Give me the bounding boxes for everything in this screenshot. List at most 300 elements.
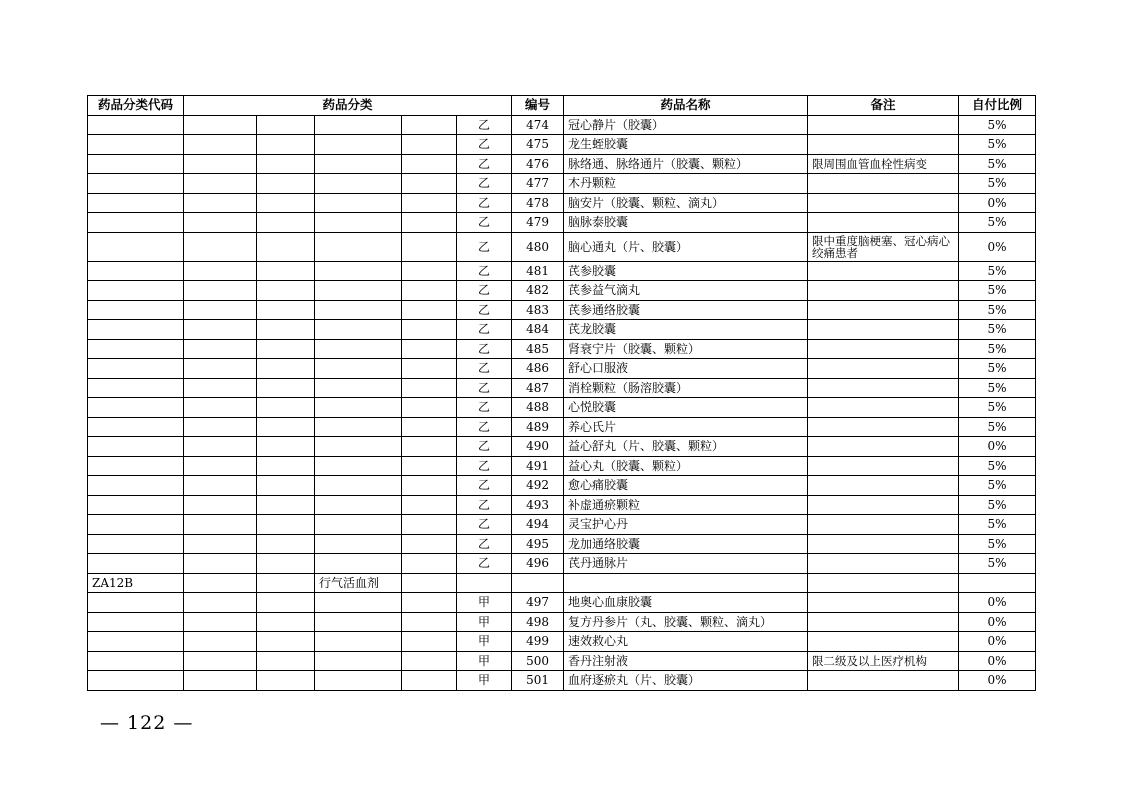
cell-category-level-3 xyxy=(315,300,402,320)
cell-grade: 乙 xyxy=(457,135,512,155)
cell-category-level-1 xyxy=(184,573,257,593)
cell-category-level-4 xyxy=(402,632,457,652)
cell-category-level-2 xyxy=(257,174,315,194)
cell-grade: 甲 xyxy=(457,593,512,613)
cell-category-level-1 xyxy=(184,300,257,320)
cell-note xyxy=(808,320,959,340)
cell-note xyxy=(808,300,959,320)
cell-self-pay-rate: 5% xyxy=(959,154,1036,174)
table-row xyxy=(88,476,1036,496)
cell-category-level-1 xyxy=(184,193,257,213)
cell-grade: 乙 xyxy=(457,232,512,261)
cell-number: 490 xyxy=(512,437,564,457)
cell-drug-name: 地奥心血康胶囊 xyxy=(564,593,808,613)
drug-catalog-table xyxy=(87,95,1036,691)
cell-drug-name: 芪参通络胶囊 xyxy=(564,300,808,320)
cell-category-level-1 xyxy=(184,476,257,496)
cell-grade: 乙 xyxy=(457,554,512,574)
cell-category-level-3 xyxy=(315,281,402,301)
cell-category-level-1 xyxy=(184,417,257,437)
cell-grade: 乙 xyxy=(457,339,512,359)
cell-self-pay-rate: 5% xyxy=(959,281,1036,301)
cell-note xyxy=(808,437,959,457)
cell-number: 485 xyxy=(512,339,564,359)
cell-self-pay-rate: 0% xyxy=(959,232,1036,261)
cell-category-level-2 xyxy=(257,320,315,340)
cell-category-level-2 xyxy=(257,378,315,398)
cell-category-level-2 xyxy=(257,632,315,652)
cell-category-code xyxy=(88,495,184,515)
page-number: — 122 — xyxy=(100,712,194,734)
cell-note xyxy=(808,213,959,233)
cell-category-code xyxy=(88,378,184,398)
cell-self-pay-rate: 0% xyxy=(959,593,1036,613)
cell-category-level-4 xyxy=(402,573,457,593)
cell-category-level-3: 行气活血剂 xyxy=(315,573,402,593)
cell-category-level-3 xyxy=(315,534,402,554)
cell-category-code xyxy=(88,281,184,301)
cell-category-level-1 xyxy=(184,213,257,233)
cell-self-pay-rate: 5% xyxy=(959,320,1036,340)
table-row xyxy=(88,154,1036,174)
header-rate: 自付比例 xyxy=(959,96,1036,116)
cell-category-level-2 xyxy=(257,671,315,691)
cell-category-level-1 xyxy=(184,320,257,340)
cell-grade xyxy=(457,573,512,593)
cell-number: 500 xyxy=(512,651,564,671)
cell-self-pay-rate: 5% xyxy=(959,495,1036,515)
cell-category-code xyxy=(88,398,184,418)
cell-category-code xyxy=(88,534,184,554)
cell-category-level-2 xyxy=(257,339,315,359)
cell-category-level-3 xyxy=(315,456,402,476)
cell-grade: 乙 xyxy=(457,417,512,437)
cell-category-level-2 xyxy=(257,573,315,593)
cell-category-code xyxy=(88,193,184,213)
cell-note xyxy=(808,115,959,135)
table-row xyxy=(88,261,1036,281)
table-row xyxy=(88,573,1036,593)
cell-grade: 乙 xyxy=(457,115,512,135)
cell-category-level-3 xyxy=(315,651,402,671)
cell-drug-name xyxy=(564,573,808,593)
cell-drug-name: 舒心口服液 xyxy=(564,359,808,379)
cell-note xyxy=(808,671,959,691)
cell-note xyxy=(808,261,959,281)
table-row xyxy=(88,174,1036,194)
cell-drug-name: 脉络通、脉络通片（胶囊、颗粒） xyxy=(564,154,808,174)
cell-category-level-2 xyxy=(257,476,315,496)
cell-note xyxy=(808,359,959,379)
cell-category-level-4 xyxy=(402,398,457,418)
cell-category-level-4 xyxy=(402,339,457,359)
cell-number: 476 xyxy=(512,154,564,174)
cell-note xyxy=(808,135,959,155)
cell-note xyxy=(808,417,959,437)
cell-self-pay-rate: 5% xyxy=(959,261,1036,281)
cell-category-level-1 xyxy=(184,281,257,301)
cell-category-level-2 xyxy=(257,300,315,320)
cell-number: 474 xyxy=(512,115,564,135)
cell-note xyxy=(808,573,959,593)
cell-grade: 乙 xyxy=(457,495,512,515)
table-row xyxy=(88,281,1036,301)
table-row xyxy=(88,437,1036,457)
cell-note xyxy=(808,612,959,632)
table-row xyxy=(88,612,1036,632)
cell-category-level-2 xyxy=(257,135,315,155)
cell-category-level-4 xyxy=(402,378,457,398)
cell-category-code xyxy=(88,632,184,652)
cell-category-level-3 xyxy=(315,554,402,574)
cell-category-code xyxy=(88,612,184,632)
cell-category-code xyxy=(88,232,184,261)
cell-category-code xyxy=(88,651,184,671)
cell-category-code xyxy=(88,476,184,496)
cell-self-pay-rate: 5% xyxy=(959,300,1036,320)
cell-category-level-2 xyxy=(257,417,315,437)
cell-category-level-2 xyxy=(257,359,315,379)
cell-self-pay-rate: 5% xyxy=(959,378,1036,398)
cell-self-pay-rate: 5% xyxy=(959,456,1036,476)
cell-number: 487 xyxy=(512,378,564,398)
cell-number: 496 xyxy=(512,554,564,574)
cell-category-level-4 xyxy=(402,300,457,320)
cell-category-level-4 xyxy=(402,476,457,496)
cell-drug-name: 灵宝护心丹 xyxy=(564,515,808,535)
table-row xyxy=(88,398,1036,418)
cell-category-level-2 xyxy=(257,534,315,554)
cell-category-level-2 xyxy=(257,213,315,233)
cell-category-level-4 xyxy=(402,213,457,233)
cell-note: 限周围血管血栓性病变 xyxy=(808,154,959,174)
cell-number: 489 xyxy=(512,417,564,437)
cell-note xyxy=(808,339,959,359)
cell-grade: 乙 xyxy=(457,320,512,340)
cell-category-code xyxy=(88,339,184,359)
cell-category-code xyxy=(88,593,184,613)
cell-drug-name: 龙生蛭胶囊 xyxy=(564,135,808,155)
cell-drug-name: 芪参益气滴丸 xyxy=(564,281,808,301)
cell-grade: 甲 xyxy=(457,632,512,652)
cell-category-level-4 xyxy=(402,554,457,574)
cell-category-level-4 xyxy=(402,261,457,281)
cell-category-level-3 xyxy=(315,632,402,652)
cell-category-level-4 xyxy=(402,281,457,301)
cell-self-pay-rate: 5% xyxy=(959,398,1036,418)
cell-note xyxy=(808,534,959,554)
cell-number: 491 xyxy=(512,456,564,476)
header-note: 备注 xyxy=(808,96,959,116)
cell-category-level-2 xyxy=(257,154,315,174)
cell-category-level-4 xyxy=(402,320,457,340)
cell-drug-name: 脑心通丸（片、胶囊） xyxy=(564,232,808,261)
cell-drug-name: 脑安片（胶囊、颗粒、滴丸） xyxy=(564,193,808,213)
header-name: 药品名称 xyxy=(564,96,808,116)
cell-self-pay-rate: 5% xyxy=(959,339,1036,359)
cell-category-code xyxy=(88,261,184,281)
cell-category-level-3 xyxy=(315,495,402,515)
cell-drug-name: 心悦胶囊 xyxy=(564,398,808,418)
cell-category-level-1 xyxy=(184,339,257,359)
cell-category-level-1 xyxy=(184,515,257,535)
cell-category-level-4 xyxy=(402,515,457,535)
cell-category-level-1 xyxy=(184,359,257,379)
cell-category-level-3 xyxy=(315,174,402,194)
cell-category-level-4 xyxy=(402,651,457,671)
cell-grade: 乙 xyxy=(457,193,512,213)
table-row xyxy=(88,593,1036,613)
cell-category-code xyxy=(88,359,184,379)
cell-note xyxy=(808,554,959,574)
cell-self-pay-rate: 5% xyxy=(959,135,1036,155)
cell-note xyxy=(808,398,959,418)
cell-category-level-4 xyxy=(402,359,457,379)
cell-self-pay-rate xyxy=(959,573,1036,593)
cell-grade: 乙 xyxy=(457,300,512,320)
cell-drug-name: 芪龙胶囊 xyxy=(564,320,808,340)
cell-category-level-1 xyxy=(184,261,257,281)
cell-grade: 乙 xyxy=(457,476,512,496)
cell-category-level-4 xyxy=(402,593,457,613)
cell-category-level-2 xyxy=(257,261,315,281)
cell-grade: 甲 xyxy=(457,671,512,691)
cell-category-level-4 xyxy=(402,612,457,632)
cell-category-level-3 xyxy=(315,115,402,135)
cell-self-pay-rate: 5% xyxy=(959,115,1036,135)
cell-drug-name: 消栓颗粒（肠溶胶囊） xyxy=(564,378,808,398)
cell-category-level-4 xyxy=(402,495,457,515)
cell-category-level-4 xyxy=(402,135,457,155)
cell-number: 492 xyxy=(512,476,564,496)
cell-self-pay-rate: 5% xyxy=(959,213,1036,233)
table-row xyxy=(88,232,1036,261)
cell-number: 499 xyxy=(512,632,564,652)
cell-category-level-1 xyxy=(184,232,257,261)
table-row xyxy=(88,417,1036,437)
cell-number: 486 xyxy=(512,359,564,379)
cell-category-level-3 xyxy=(315,417,402,437)
cell-number: 477 xyxy=(512,174,564,194)
table-row xyxy=(88,534,1036,554)
cell-category-level-2 xyxy=(257,554,315,574)
cell-category-level-2 xyxy=(257,281,315,301)
cell-category-level-3 xyxy=(315,154,402,174)
cell-category-level-1 xyxy=(184,612,257,632)
cell-number: 494 xyxy=(512,515,564,535)
cell-category-code xyxy=(88,554,184,574)
cell-category-level-2 xyxy=(257,437,315,457)
cell-grade: 乙 xyxy=(457,378,512,398)
cell-grade: 乙 xyxy=(457,359,512,379)
cell-category-code xyxy=(88,320,184,340)
cell-category-level-1 xyxy=(184,495,257,515)
table-row xyxy=(88,515,1036,535)
cell-category-level-1 xyxy=(184,135,257,155)
cell-category-level-2 xyxy=(257,593,315,613)
cell-grade: 乙 xyxy=(457,174,512,194)
table-row xyxy=(88,320,1036,340)
cell-category-code xyxy=(88,115,184,135)
cell-grade: 乙 xyxy=(457,437,512,457)
cell-note: 限二级及以上医疗机构 xyxy=(808,651,959,671)
table-row xyxy=(88,671,1036,691)
cell-drug-name: 速效救心丸 xyxy=(564,632,808,652)
cell-number xyxy=(512,573,564,593)
cell-self-pay-rate: 5% xyxy=(959,174,1036,194)
cell-category-code xyxy=(88,437,184,457)
cell-grade: 乙 xyxy=(457,534,512,554)
cell-category-level-1 xyxy=(184,534,257,554)
cell-grade: 乙 xyxy=(457,213,512,233)
cell-drug-name: 龙加通络胶囊 xyxy=(564,534,808,554)
cell-note xyxy=(808,593,959,613)
cell-category-level-2 xyxy=(257,456,315,476)
cell-category-level-3 xyxy=(315,593,402,613)
cell-number: 475 xyxy=(512,135,564,155)
cell-number: 497 xyxy=(512,593,564,613)
cell-grade: 乙 xyxy=(457,154,512,174)
cell-grade: 乙 xyxy=(457,261,512,281)
table-row xyxy=(88,300,1036,320)
cell-category-level-1 xyxy=(184,398,257,418)
cell-category-level-3 xyxy=(315,232,402,261)
cell-grade: 甲 xyxy=(457,651,512,671)
cell-category-level-1 xyxy=(184,593,257,613)
cell-category-level-2 xyxy=(257,495,315,515)
cell-category-code xyxy=(88,213,184,233)
cell-drug-name: 愈心痛胶囊 xyxy=(564,476,808,496)
cell-number: 481 xyxy=(512,261,564,281)
cell-category-code xyxy=(88,671,184,691)
cell-number: 495 xyxy=(512,534,564,554)
table-body xyxy=(88,115,1036,690)
cell-drug-name: 养心氏片 xyxy=(564,417,808,437)
cell-category-level-2 xyxy=(257,398,315,418)
cell-category-level-3 xyxy=(315,213,402,233)
cell-grade: 甲 xyxy=(457,612,512,632)
cell-number: 493 xyxy=(512,495,564,515)
cell-category-level-1 xyxy=(184,154,257,174)
table-row xyxy=(88,495,1036,515)
table-row xyxy=(88,651,1036,671)
cell-category-level-1 xyxy=(184,456,257,476)
cell-category-level-3 xyxy=(315,398,402,418)
table-row xyxy=(88,554,1036,574)
cell-category-level-1 xyxy=(184,378,257,398)
cell-category-level-2 xyxy=(257,612,315,632)
cell-note: 限中重度脑梗塞、冠心病心绞痛患者 xyxy=(808,232,959,261)
cell-number: 480 xyxy=(512,232,564,261)
header-row xyxy=(88,96,1036,116)
cell-self-pay-rate: 0% xyxy=(959,671,1036,691)
cell-self-pay-rate: 5% xyxy=(959,476,1036,496)
cell-category-level-4 xyxy=(402,437,457,457)
cell-drug-name: 补虚通瘀颗粒 xyxy=(564,495,808,515)
cell-category-code xyxy=(88,417,184,437)
cell-category-level-2 xyxy=(257,115,315,135)
cell-category-level-4 xyxy=(402,115,457,135)
cell-note xyxy=(808,456,959,476)
cell-category-level-3 xyxy=(315,359,402,379)
cell-category-level-1 xyxy=(184,437,257,457)
header-number: 编号 xyxy=(512,96,564,116)
cell-drug-name: 冠心静片（胶囊） xyxy=(564,115,808,135)
table-row xyxy=(88,378,1036,398)
cell-category-level-3 xyxy=(315,612,402,632)
cell-grade: 乙 xyxy=(457,281,512,301)
cell-category-level-3 xyxy=(315,320,402,340)
cell-note xyxy=(808,632,959,652)
cell-category-level-3 xyxy=(315,515,402,535)
cell-drug-name: 血府逐瘀丸（片、胶囊） xyxy=(564,671,808,691)
cell-drug-name: 益心舒丸（片、胶囊、颗粒） xyxy=(564,437,808,457)
cell-self-pay-rate: 0% xyxy=(959,612,1036,632)
cell-category-level-2 xyxy=(257,651,315,671)
cell-grade: 乙 xyxy=(457,515,512,535)
table-row xyxy=(88,339,1036,359)
cell-self-pay-rate: 5% xyxy=(959,554,1036,574)
table-row xyxy=(88,213,1036,233)
table-row xyxy=(88,456,1036,476)
cell-self-pay-rate: 5% xyxy=(959,359,1036,379)
cell-category-level-3 xyxy=(315,437,402,457)
cell-note xyxy=(808,174,959,194)
cell-note xyxy=(808,193,959,213)
cell-note xyxy=(808,378,959,398)
cell-category-level-4 xyxy=(402,174,457,194)
cell-note xyxy=(808,515,959,535)
cell-drug-name: 肾衰宁片（胶囊、颗粒） xyxy=(564,339,808,359)
cell-category-code xyxy=(88,154,184,174)
cell-self-pay-rate: 0% xyxy=(959,651,1036,671)
cell-number: 478 xyxy=(512,193,564,213)
cell-grade: 乙 xyxy=(457,398,512,418)
cell-category-level-2 xyxy=(257,193,315,213)
cell-category-level-1 xyxy=(184,554,257,574)
cell-category-level-4 xyxy=(402,671,457,691)
cell-category-code xyxy=(88,515,184,535)
table-row xyxy=(88,135,1036,155)
cell-category-code xyxy=(88,174,184,194)
cell-grade: 乙 xyxy=(457,456,512,476)
cell-category-code xyxy=(88,135,184,155)
cell-number: 479 xyxy=(512,213,564,233)
cell-category-level-3 xyxy=(315,378,402,398)
table-row xyxy=(88,115,1036,135)
cell-category-level-4 xyxy=(402,154,457,174)
cell-category-level-3 xyxy=(315,339,402,359)
cell-number: 501 xyxy=(512,671,564,691)
cell-number: 484 xyxy=(512,320,564,340)
header-code: 药品分类代码 xyxy=(88,96,184,116)
cell-category-level-2 xyxy=(257,515,315,535)
cell-category-level-1 xyxy=(184,115,257,135)
cell-category-level-2 xyxy=(257,232,315,261)
cell-category-level-3 xyxy=(315,135,402,155)
header-category: 药品分类 xyxy=(184,96,512,116)
cell-self-pay-rate: 0% xyxy=(959,193,1036,213)
cell-number: 483 xyxy=(512,300,564,320)
cell-category-level-4 xyxy=(402,417,457,437)
cell-category-level-4 xyxy=(402,534,457,554)
cell-drug-name: 芪参胶囊 xyxy=(564,261,808,281)
cell-category-level-4 xyxy=(402,193,457,213)
cell-number: 488 xyxy=(512,398,564,418)
cell-category-level-3 xyxy=(315,476,402,496)
cell-number: 498 xyxy=(512,612,564,632)
cell-note xyxy=(808,476,959,496)
